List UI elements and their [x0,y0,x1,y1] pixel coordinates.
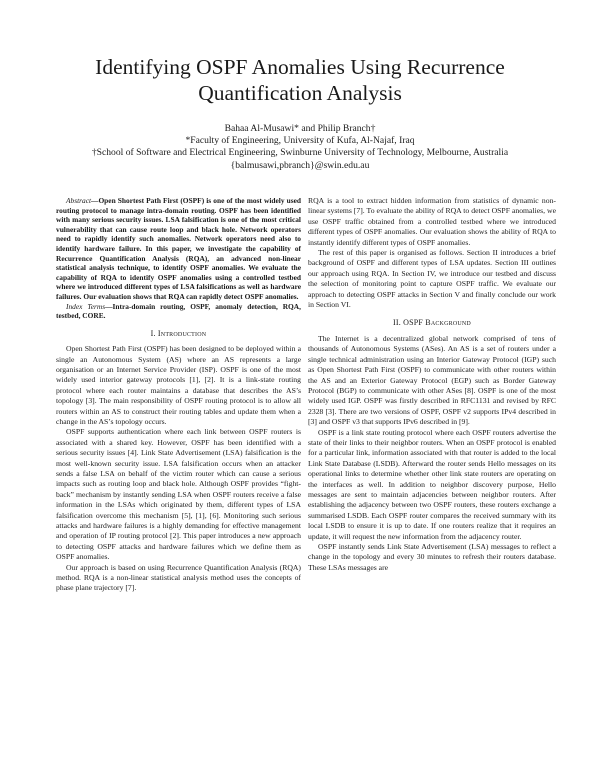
index-terms [56,302,301,321]
section-heading-background: II. OSPF Background [393,318,471,328]
abstract [56,196,301,302]
index-terms-text: —Intra-domain routing, OSPF, anomaly detection, RQA, testbed, CORE. [56,301,301,321]
index-terms-lead: Index Terms [66,301,106,311]
intro-paragraph-1: Open Shortest Path First (OSPF) has been designed to be deployed within a single an Autonomous System (AS) where an AS represents a large organisation or an Internet Service Provider (ISP). OSPF is one of the most widely used interior gateway protocols [1], [2]. It is a link-state routing protocol where each router maintains a database that describes the AS’s topology [3]. The main responsibility of OSPF routing protocol is to allow all routers within an AS to construct their routing tables and update them when a change in the AS’s topology occurs. [56,344,301,426]
right-paragraph-2: The rest of this paper is organised as follows. Section II introduces a brief background of OSPF and different types of LSA updates. Section III outlines our approach using RQA. In Section IV, we introduce our testbed and discuss the selection of monitoring point to capture OSPF traffic. We evaluate our approach to detecting OSPF attacks in Section V and finally conclude our work in Section VI. [308,248,556,310]
right-column [308,196,556,573]
left-column [56,196,301,594]
author-block [40,123,560,172]
section-heading-introduction: I. Introduction [150,328,207,338]
abstract-text: —Open Shortest Path First (OSPF) is one of the most widely used routing protocol to manage intra-domain routing. OSPF has been identified with many serious security issues. LSA falsification is one of the most critical vulnerability that can cause route loop and black hole. Network operators need to rapidly identify such anomalies. Network operators need also to identify hardware failure. In this paper, we investigate the capability of Recurrence Quantification Analysis (RQA), an advanced non-linear statistical analysis technique, to identify OSPF anomalies. We evaluate the capability of RQA to identify OSPF anomalies using a controlled testbed where we introduced different types of LSA falsifications as well as hardware failures. Our evaluation shows that RQA can rapidly detect OSPF anomalies. [56,196,301,301]
background-paragraph-1: The Internet is a decentralized global network comprised of tens of thousands of Autonomous Systems (ASes). An AS is a set of routers under a single technical administration using an Interior Gateway Protocol (IGP) such as Open Shortest Path First (OSPF) to communicate with other routers within the AS and an Exterior Gateway Protocol (EGP) such as Border Gateway Protocol (BGP) to communicate with other ASes [8]. OSPF is one of the most widely used IGP. OSPF was firstly described in RFC1131 and revised by RFC 2328 [3]. There are two versions of OSPF, OSPF v2 supports IPv4 described in [3] and OSPF v3 that supports IPv6 described in [9]. [308,333,556,427]
author-emails: {balmusawi,pbranch}@swin.edu.au [230,159,370,171]
intro-paragraph-2: OSPF supports authentication where each link between OSPF routers is associated with a shared key. However, OSPF has been identified with a serious security issues [4]. Link State Advertisement (LSA) falsification is the most well-known security issue. LSA falsification occurs when an attacker sends a false LSA on behalf of the victim router which can cause a serious impacts such as routing loop and black hole. Although OSPF provides “fight-back” mechanism by instantly sending LSA when OSPF routers receive a false information in the LSAs which originated by them, different types of LSA falsification overcome this mechanism [5], [1], [6]. Monitoring such serious attacks and hardware failures is a highly demanding for effective management and operation of IP routing protocol [2]. This paper introduces a new approach to detecting OSPF attacks and hardware failures which we define them as OSPF anomalies. [56,427,301,562]
background-paragraph-3: OSPF instantly sends Link State Advertisement (LSA) messages to reflect a change in the topology and every 30 minutes to refresh their routers database. These LSAs messages are [308,542,556,572]
paper-title: Identifying OSPF Anomalies Using Recurrence Quantification Analysis [95,55,505,105]
intro-paragraph-3: Our approach is based on using Recurrence Quantification Analysis (RQA) method. RQA is a non-linear statistical analysis method uses the concepts of phase plane trajectory [7]. [56,562,301,593]
author-names: Bahaa Al-Musawi* and Philip Branch† [224,123,376,134]
right-paragraph-1: RQA is a tool to extract hidden information from statistics of dynamic non-linear systems [7]. To evaluate the ability of RQA to detect OSPF anomalies, we use OSPF traffic obtained from a controlled testbed where we introduced different types of OSPF anomalies. Our evaluation shows the ability of RQA to instantly identify different types of OSPF anomalies. [308,196,556,247]
abstract-lead: Abstract [66,196,92,205]
affiliation-2: †School of Software and Electrical Engineering, Swinburne University of Technology, Melbourne, Australia [91,147,509,159]
background-paragraph-2: OSPF is a link state routing protocol where each OSPF routers advertise the state of their links to their neighbor routers. When an OSPF protocol is enabled for a particular link, information associated with that router is added to the local Link State Database (LSDB). Afterward the router sends Hello messages on its operational links to determine whether other link state routers are operating on the interfaces as well. In addition to neighbor discovery purpose, Hello messages are sent to maintain adjacencies between neighbor routers. After establishing the adjacency between two OSPF routers, these routers exchange a summarised LSDB. Each OSPF router compares the received summary with its local LSDB to ensure it is up to date. If one routers realize that it requires an update, it will request the new information from the adjacency router. [308,427,556,541]
affiliation-1: *Faculty of Engineering, University of Kufa, Al-Najaf, Iraq [185,135,415,147]
